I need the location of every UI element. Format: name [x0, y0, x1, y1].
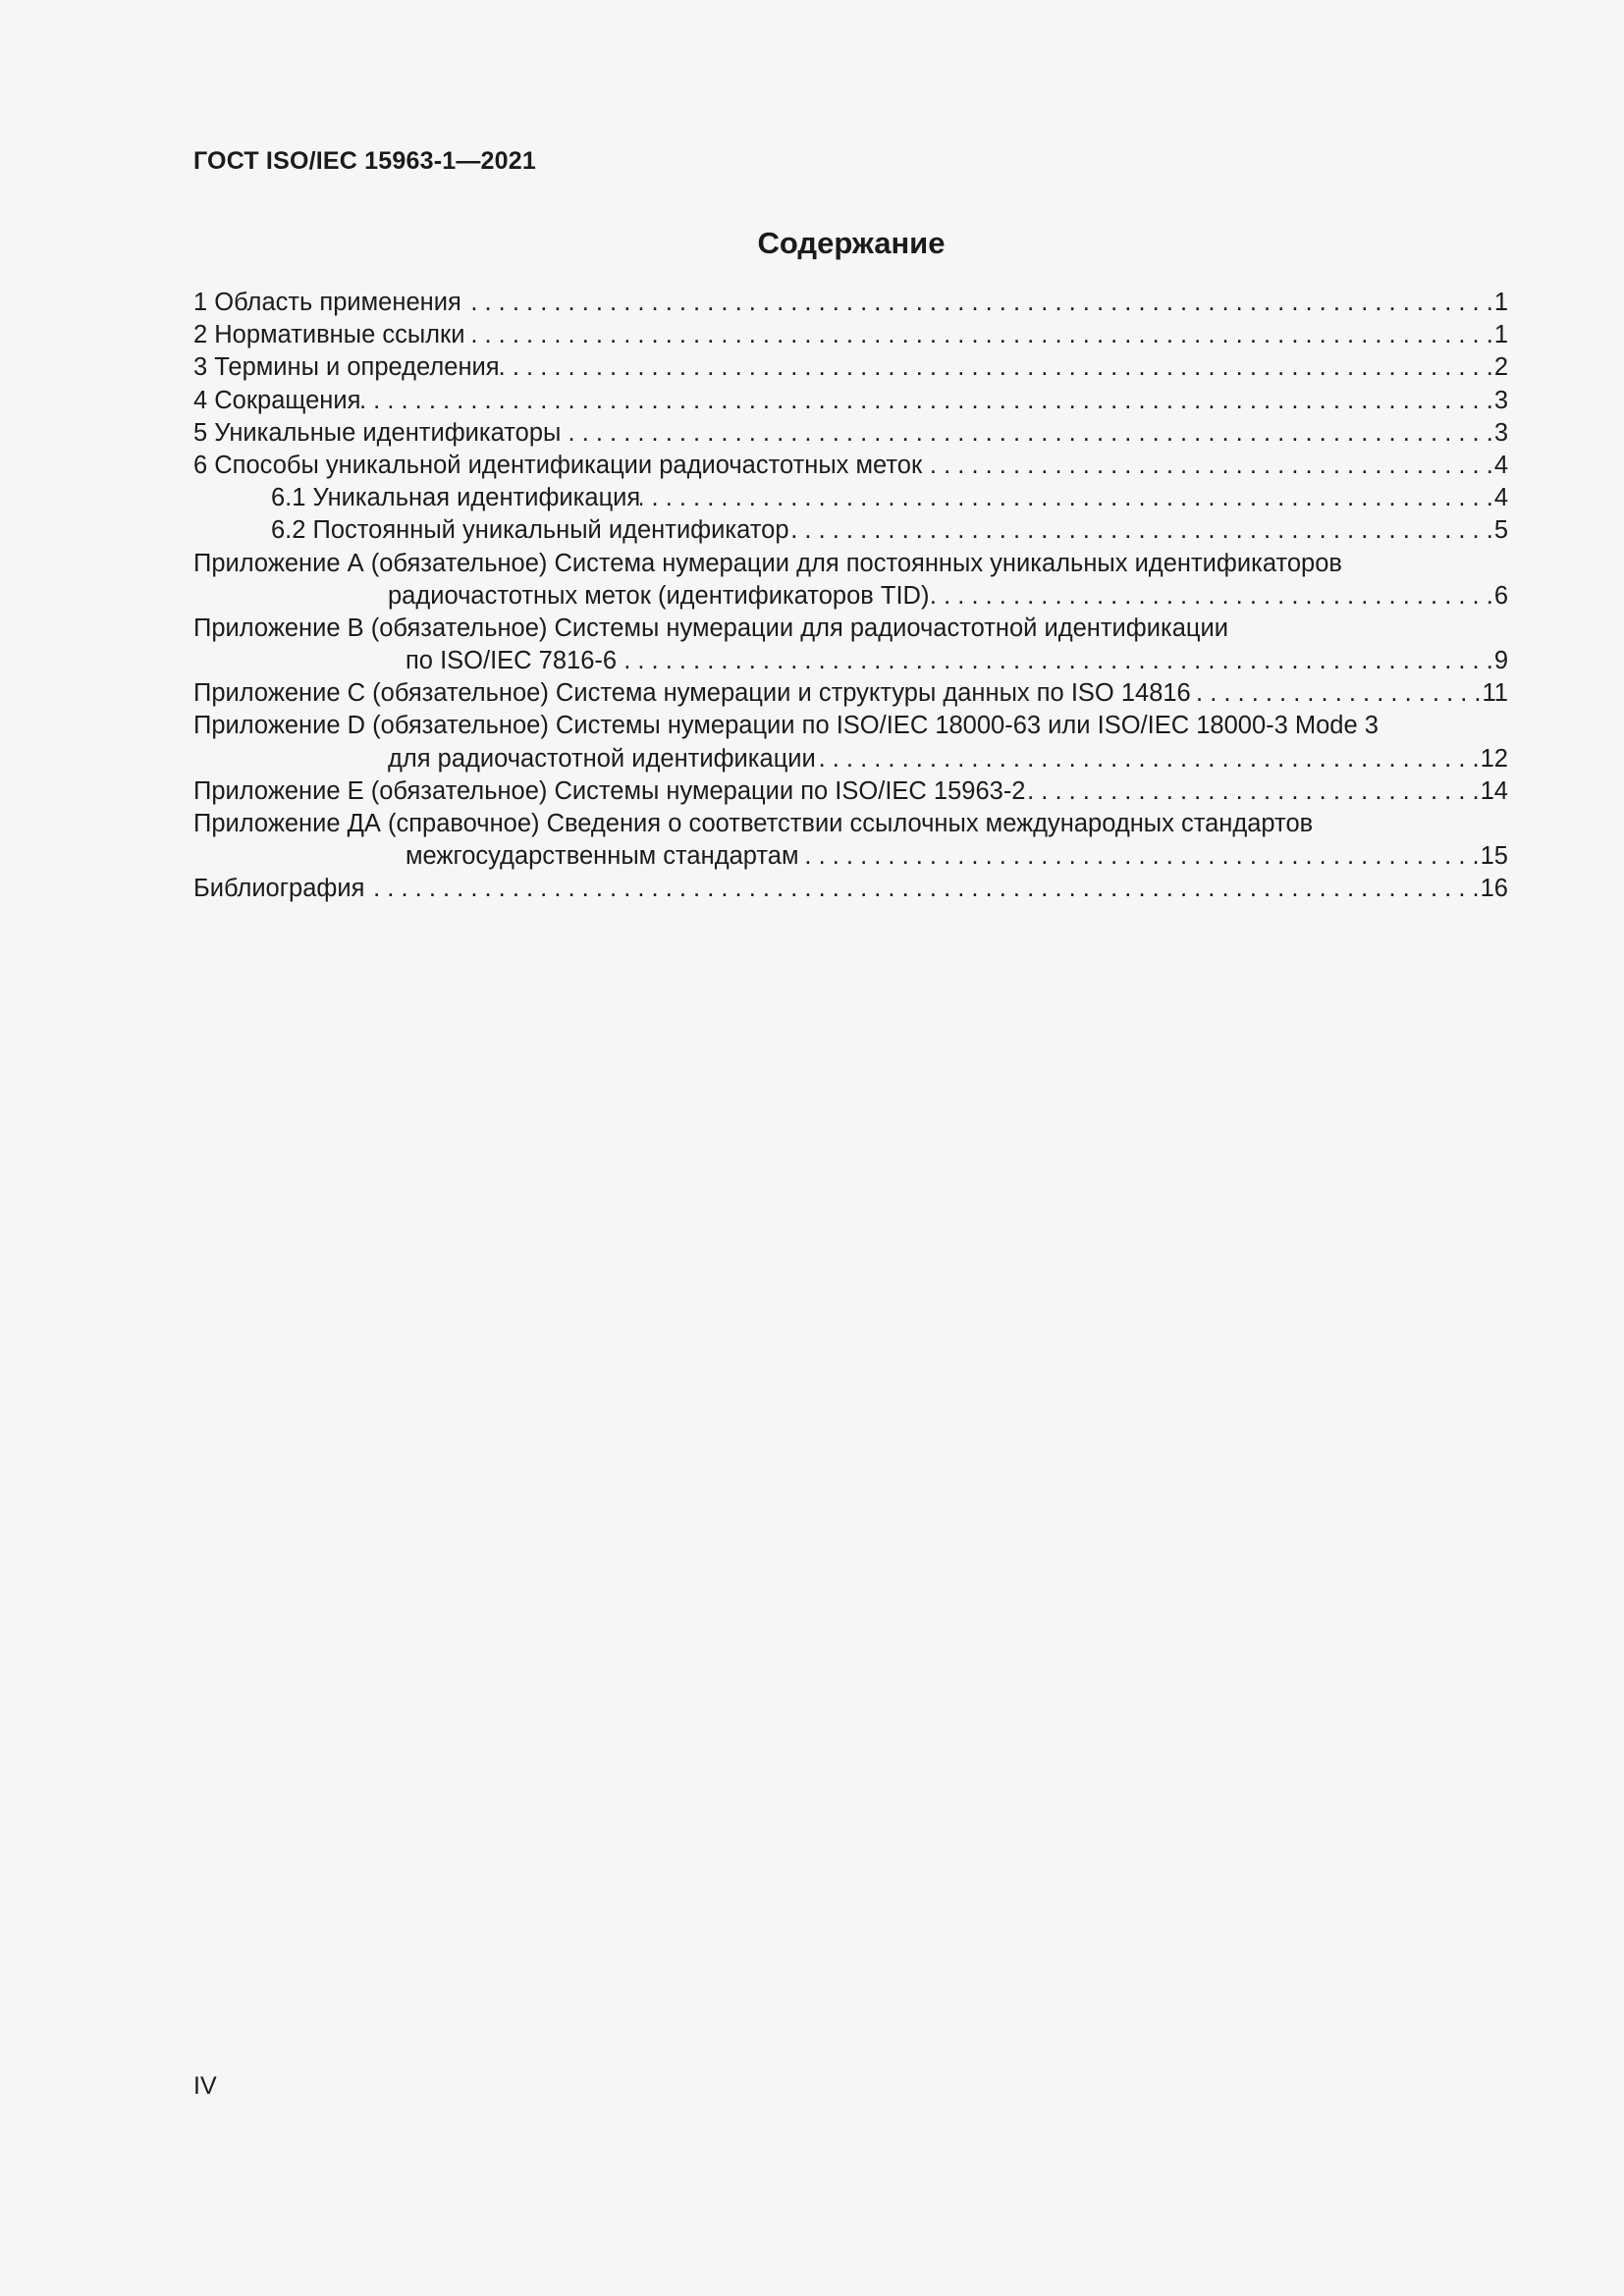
toc-entry-title: Приложение С (обязательное) Система нумерации и структуры данных по ISO 14816	[193, 679, 1191, 708]
toc-entry-title-line1: Приложение ДА (справочное) Сведения о соответствии ссылочных международных стандартов	[193, 810, 1314, 837]
toc-page-number: 1	[1493, 288, 1508, 316]
dot-leader	[1026, 775, 1480, 808]
dot-leader	[1191, 677, 1482, 710]
toc-entry-title: 6 Способы уникальной идентификации радиочастотных меток	[193, 451, 923, 479]
document-code: ГОСТ ISO/IEC 15963-1—2021	[193, 147, 536, 175]
page-title: Содержание	[757, 226, 946, 260]
dot-leader	[360, 385, 1492, 417]
toc-entry-title-line2: радиочастотных меток (идентификаторов TID)	[388, 581, 930, 610]
table-of-contents	[193, 287, 1508, 906]
toc-entry-title: 2 Нормативные ссылки	[193, 321, 465, 349]
toc-page-number: 14	[1480, 776, 1508, 805]
toc-entry-title-line2: по ISO/IEC 7816-6	[406, 647, 618, 675]
toc-entry-title: Приложение Е (обязательное) Системы нумерации по ISO/IEC 15963-2	[193, 776, 1026, 805]
toc-page-number: 15	[1480, 842, 1508, 871]
page-number-footer: IV	[193, 2072, 217, 2100]
toc-entry-title-line1: Приложение А (обязательное) Система нумерации для постоянных уникальных идентификаторов	[193, 549, 1342, 577]
toc-page-number: 12	[1480, 744, 1508, 773]
toc-subentry[interactable]	[193, 514, 1508, 547]
toc-page-number: 9	[1493, 647, 1508, 675]
dot-leader	[929, 580, 1492, 613]
toc-page-number: 3	[1493, 386, 1508, 414]
toc-appendix-entry[interactable]	[193, 710, 1508, 774]
toc-entry[interactable]	[193, 417, 1508, 450]
toc-page-number: 16	[1480, 875, 1508, 903]
toc-entry-title: 4 Сокращения	[193, 386, 361, 414]
dot-leader	[464, 319, 1492, 351]
toc-page-number: 2	[1493, 353, 1508, 382]
toc-entry[interactable]	[193, 287, 1508, 319]
toc-page-number: 3	[1493, 418, 1508, 447]
toc-entry-title: 6.1 Уникальная идентификация	[271, 484, 641, 512]
dot-leader	[561, 417, 1492, 450]
toc-entry-title: Библиография	[193, 875, 365, 903]
toc-page-number: 1	[1493, 321, 1508, 349]
toc-entry[interactable]	[193, 873, 1508, 905]
toc-page-number: 6	[1493, 581, 1508, 610]
toc-appendix-entry[interactable]	[193, 548, 1508, 613]
toc-entry-title-line1: Приложение D (обязательное) Системы нумерации по ISO/IEC 18000-63 или ISO/IEC 18000-3 Mode 3	[193, 712, 1379, 740]
toc-entry[interactable]	[193, 351, 1508, 384]
dot-leader	[789, 514, 1493, 547]
dot-leader	[798, 840, 1479, 873]
dot-leader	[500, 351, 1493, 384]
toc-entry-title-line2: для радиочастотной идентификации	[388, 744, 816, 773]
toc-entry-continuation	[193, 580, 1508, 613]
toc-page-number: 5	[1493, 516, 1508, 545]
toc-entry-title: 3 Термины и определения	[193, 353, 500, 382]
toc-entry[interactable]	[193, 319, 1508, 351]
toc-appendix-entry[interactable]	[193, 613, 1508, 677]
toc-page-number: 4	[1493, 451, 1508, 479]
toc-entry-title-line1: Приложение В (обязательное) Системы нумерации для радиочастотной идентификации	[193, 614, 1229, 642]
toc-entry-title: 5 Уникальные идентификаторы	[193, 418, 562, 447]
toc-page-number: 4	[1493, 484, 1508, 512]
toc-entry-title: 6.2 Постоянный уникальный идентификатор	[271, 516, 789, 545]
toc-entry[interactable]	[193, 450, 1508, 482]
toc-entry-continuation	[193, 840, 1508, 873]
toc-entry-title: 1 Область применения	[193, 288, 461, 316]
toc-appendix-entry[interactable]	[193, 775, 1508, 808]
toc-entry[interactable]	[193, 385, 1508, 417]
dot-leader	[461, 287, 1493, 319]
toc-entry-title-line2: межгосударственным стандартам	[406, 842, 799, 871]
toc-appendix-entry[interactable]	[193, 677, 1508, 710]
dot-leader	[617, 645, 1493, 677]
toc-page-number: 11	[1482, 679, 1508, 708]
dot-leader	[364, 873, 1479, 905]
toc-subentry[interactable]	[193, 482, 1508, 514]
dot-leader	[640, 482, 1493, 514]
toc-entry-continuation	[193, 743, 1508, 775]
dot-leader	[922, 450, 1493, 482]
dot-leader	[816, 743, 1480, 775]
toc-entry-continuation	[193, 645, 1508, 677]
toc-appendix-entry[interactable]	[193, 808, 1508, 873]
